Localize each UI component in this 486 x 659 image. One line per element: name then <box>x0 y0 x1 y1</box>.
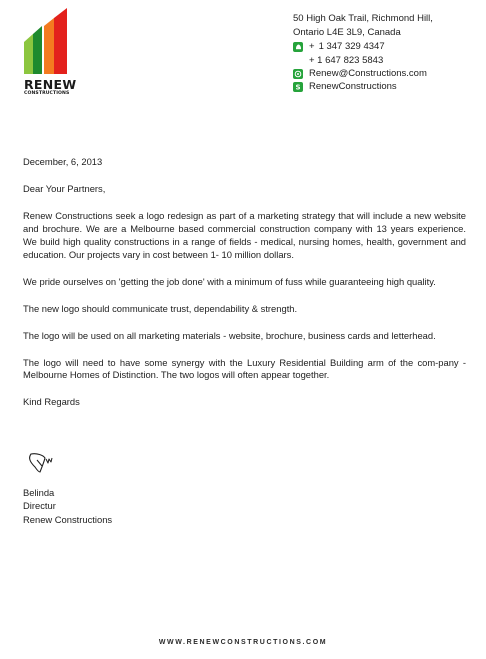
letter-body <box>23 156 466 423</box>
contact-block <box>293 12 483 93</box>
email-row <box>293 67 483 80</box>
signature-image <box>25 450 61 478</box>
email-address[interactable]: Renew@Constructions.com <box>309 68 427 79</box>
letter-closing: Kind Regards <box>23 396 80 408</box>
phone-icon <box>293 42 303 52</box>
letter-paragraph: Renew Constructions seek a logo redesign as part of a marketing strategy that will include a new website and brochure. We are a Melbourne based commercial construction company with 13 years experience. We build high quality constructions in a range of fields - medical, nursing homes, health, government and education. Our projects vary in cost between 1- 10 million dollars. <box>23 210 466 260</box>
signer-company: Renew Constructions <box>23 513 113 525</box>
letter-paragraph: We pride ourselves on 'getting the job done' with a minimum of fuss while guaranteeing high quality. <box>23 275 436 287</box>
signer-block <box>23 486 112 526</box>
phone-number-2: + 1 647 823 5843 <box>309 55 384 66</box>
skype-icon <box>293 82 303 92</box>
letter-date: December, 6, 2013 <box>23 156 103 167</box>
footer-website[interactable]: WWW.RENEWCONSTRUCTIONS.COM <box>158 639 328 646</box>
signer-title: Directur <box>23 500 56 512</box>
skype-handle[interactable]: RenewConstructions <box>309 81 397 92</box>
phone-plus-sign: + <box>309 41 315 52</box>
logo-tagline: CONSTRUCTIONS <box>24 91 70 96</box>
letter-paragraph: The logo will be used on all marketing materials - website, brochure, business cards and letterhead. <box>23 329 436 341</box>
svg-text:S: S <box>295 83 301 91</box>
phone-number-1: 1 347 329 4347 <box>318 41 385 52</box>
phone-row <box>293 40 483 53</box>
letter-paragraph: The logo will need to have some synergy with the Luxury Residential Building arm of the com-pany - Melbourne Homes of Distinction. The two logos will often appear together. <box>23 356 466 381</box>
signer-name: Belinda <box>23 487 55 498</box>
address-line-1: 50 High Oak Trail, Richmond Hill, <box>293 13 433 24</box>
address-line-2: Ontario L4E 3L9, Canada <box>293 27 401 38</box>
company-logo <box>22 6 77 96</box>
skype-row <box>293 80 483 93</box>
letter-paragraph: The new logo should communicate trust, dependability & strength. <box>23 302 298 314</box>
logo-mark-icon <box>22 6 74 78</box>
email-icon <box>293 69 303 79</box>
logo-wordmark: RENEW <box>24 77 77 92</box>
letter-salutation: Dear Your Partners, <box>23 183 106 195</box>
